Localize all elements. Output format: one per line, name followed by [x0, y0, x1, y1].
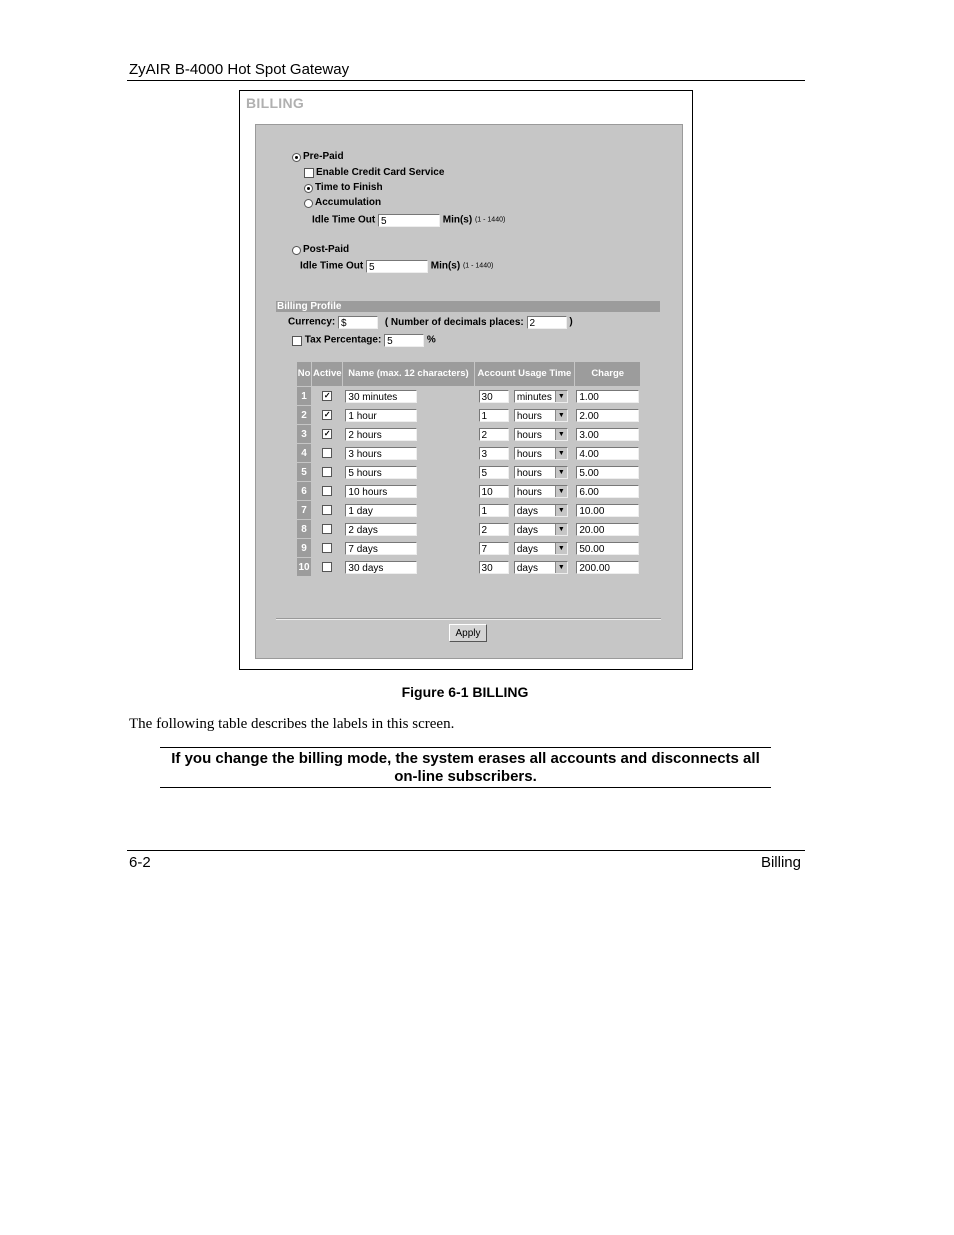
unit-select[interactable] [514, 504, 568, 517]
row-unit-cell [513, 482, 575, 501]
prepaid-idle-range: (1 - 1440) [474, 216, 506, 224]
row-unit-cell [513, 520, 575, 539]
row-spacer [447, 558, 474, 577]
name-input[interactable]: 2 hours [345, 428, 417, 441]
row-unit-cell [513, 558, 575, 577]
prepaid-idle-input[interactable]: 5 [378, 214, 440, 227]
charge-input[interactable]: 10.00 [576, 504, 639, 517]
footer-page-number: 6-2 [129, 854, 151, 871]
postpaid-idle-unit: Min(s) [430, 260, 461, 272]
row-spacer [447, 425, 474, 444]
charge-input[interactable]: 1.00 [576, 390, 639, 403]
row-spacer [447, 406, 474, 425]
accumulation-label: Accumulation [315, 197, 382, 208]
charge-input[interactable]: 6.00 [576, 485, 639, 498]
time-to-finish-option[interactable] [304, 182, 383, 195]
row-charge-cell [575, 558, 641, 577]
time-to-finish-label: Time to Finish [315, 182, 383, 193]
row-active-cell [312, 444, 343, 463]
table-body [297, 387, 641, 577]
col-name: Name (max. 12 characters) [343, 362, 474, 387]
note-bottom-rule [160, 787, 771, 788]
row-spacer [447, 520, 474, 539]
chevron-down-icon[interactable]: ▼ [555, 562, 567, 573]
accumulation-radio[interactable] [304, 199, 313, 208]
charge-input[interactable]: 3.00 [576, 428, 639, 441]
row-name-cell [343, 501, 447, 520]
time-input[interactable]: 10 [479, 485, 509, 498]
row-number: 5 [297, 463, 312, 482]
tax-checkbox[interactable] [292, 336, 302, 346]
prepaid-idle-unit: Min(s) [442, 214, 473, 226]
name-input[interactable]: 30 minutes [345, 390, 417, 403]
table-row [297, 520, 641, 539]
postpaid-radio[interactable] [292, 246, 301, 255]
unit-select[interactable] [514, 523, 568, 536]
body-text: The following table describes the labels in this screen. [129, 716, 455, 732]
time-input[interactable]: 1 [479, 409, 509, 422]
row-time-cell [474, 387, 513, 406]
row-charge-cell [575, 406, 641, 425]
active-checkbox[interactable] [322, 448, 332, 458]
active-checkbox[interactable] [322, 524, 332, 534]
footer-section: Billing [760, 854, 801, 871]
credit-card-checkbox[interactable] [304, 168, 314, 178]
unit-select[interactable] [514, 409, 568, 422]
table-row [297, 406, 641, 425]
charge-input[interactable]: 2.00 [576, 409, 639, 422]
unit-value: days [516, 562, 538, 574]
chevron-down-icon[interactable]: ▼ [555, 505, 567, 516]
row-name-cell [343, 482, 447, 501]
row-time-cell [474, 539, 513, 558]
row-charge-cell [575, 444, 641, 463]
name-input[interactable]: 1 hour [345, 409, 417, 422]
name-input[interactable]: 10 hours [345, 485, 417, 498]
prepaid-idle-label: Idle Time Out [312, 214, 376, 226]
charge-input[interactable]: 20.00 [576, 523, 639, 536]
chevron-down-icon[interactable]: ▼ [555, 543, 567, 554]
chevron-down-icon[interactable]: ▼ [555, 467, 567, 478]
note-top-rule [160, 747, 771, 748]
table-row [297, 463, 641, 482]
row-number: 6 [297, 482, 312, 501]
name-input[interactable]: 1 day [345, 504, 417, 517]
row-time-cell [474, 501, 513, 520]
row-spacer [447, 463, 474, 482]
row-time-cell [474, 482, 513, 501]
row-name-cell [343, 539, 447, 558]
postpaid-idle-range: (1 - 1440) [462, 262, 494, 270]
unit-value: hours [516, 467, 542, 479]
row-active-cell [312, 558, 343, 577]
row-active-cell [312, 406, 343, 425]
row-unit-cell [513, 501, 575, 520]
billing-screenshot [239, 90, 693, 670]
row-unit-cell [513, 539, 575, 558]
col-no: No [297, 362, 312, 387]
name-input[interactable]: 2 days [345, 523, 417, 536]
row-number: 8 [297, 520, 312, 539]
time-input[interactable]: 2 [479, 428, 509, 441]
row-spacer [447, 482, 474, 501]
active-checkbox[interactable] [322, 486, 332, 496]
row-unit-cell [513, 406, 575, 425]
row-spacer [447, 444, 474, 463]
postpaid-label: Post-Paid [303, 244, 350, 255]
unit-select[interactable] [514, 466, 568, 479]
chevron-down-icon[interactable]: ▼ [555, 429, 567, 440]
table-row [297, 501, 641, 520]
apply-divider [276, 618, 661, 620]
row-spacer [447, 539, 474, 558]
row-name-cell [343, 425, 447, 444]
row-active-cell [312, 463, 343, 482]
table-header-row [297, 362, 641, 387]
table-row [297, 539, 641, 558]
name-input[interactable]: 7 days [345, 542, 417, 555]
table-row [297, 444, 641, 463]
unit-value: days [516, 524, 538, 536]
unit-value: hours [516, 486, 542, 498]
row-number: 1 [297, 387, 312, 406]
tax-row [292, 334, 436, 347]
table-row [297, 558, 641, 577]
name-input[interactable]: 30 days [345, 561, 417, 574]
unit-select[interactable] [514, 542, 568, 555]
row-time-cell [474, 463, 513, 482]
active-checkbox[interactable] [322, 543, 332, 553]
charge-input[interactable]: 5.00 [576, 466, 639, 479]
row-name-cell [343, 387, 447, 406]
row-number: 3 [297, 425, 312, 444]
col-active: Active [312, 362, 343, 387]
unit-value: days [516, 543, 538, 555]
currency-input[interactable]: $ [338, 316, 378, 329]
active-checkbox[interactable]: ✓ [323, 409, 331, 419]
unit-value: minutes [516, 391, 552, 403]
chevron-down-icon[interactable]: ▼ [555, 410, 567, 421]
apply-button[interactable]: Apply [449, 624, 487, 642]
row-active-cell [312, 425, 343, 444]
table-row [297, 482, 641, 501]
name-input[interactable]: 3 hours [345, 447, 417, 460]
unit-select[interactable] [514, 428, 568, 441]
row-charge-cell [575, 387, 641, 406]
accumulation-option[interactable] [304, 197, 381, 210]
row-active-cell [312, 387, 343, 406]
chevron-down-icon[interactable]: ▼ [555, 448, 567, 459]
row-charge-cell [575, 520, 641, 539]
row-unit-cell [513, 444, 575, 463]
time-input[interactable]: 3 [479, 447, 509, 460]
row-number: 2 [297, 406, 312, 425]
prepaid-radio[interactable] [292, 153, 301, 162]
postpaid-idle-input[interactable]: 5 [366, 260, 428, 273]
row-active-cell [312, 539, 343, 558]
row-unit-cell [513, 387, 575, 406]
time-input[interactable]: 2 [479, 523, 509, 536]
row-name-cell [343, 520, 447, 539]
billing-profile-header: Billing Profile [276, 301, 660, 312]
row-charge-cell [575, 482, 641, 501]
row-charge-cell [575, 463, 641, 482]
active-checkbox[interactable] [322, 562, 332, 572]
billing-profile-table [296, 361, 641, 577]
prepaid-option[interactable] [292, 151, 344, 164]
time-to-finish-radio[interactable] [304, 184, 313, 193]
figure-caption: Figure 6-1 BILLING [401, 684, 529, 700]
currency-row [288, 316, 573, 329]
header-rule [127, 80, 805, 81]
row-time-cell [474, 520, 513, 539]
table-row [297, 425, 641, 444]
time-input[interactable]: 30 [479, 390, 509, 403]
col-charge: Charge [575, 362, 641, 387]
row-number: 9 [297, 539, 312, 558]
chevron-down-icon[interactable]: ▼ [555, 524, 567, 535]
row-name-cell [343, 463, 447, 482]
row-name-cell [343, 406, 447, 425]
name-input[interactable]: 5 hours [345, 466, 417, 479]
unit-select[interactable] [514, 390, 568, 403]
table-row [297, 387, 641, 406]
footer-rule [127, 850, 805, 851]
row-unit-cell [513, 425, 575, 444]
row-active-cell [312, 482, 343, 501]
unit-value: hours [516, 410, 542, 422]
postpaid-option[interactable] [292, 244, 349, 257]
screen-title: BILLING [246, 95, 305, 111]
active-checkbox[interactable] [322, 505, 332, 515]
row-name-cell [343, 558, 447, 577]
billing-panel [255, 124, 683, 659]
time-input[interactable]: 30 [479, 561, 509, 574]
time-input[interactable]: 7 [479, 542, 509, 555]
note-text: If you change the billing mode, the system erases all accounts and disconnects all on-line subscribers. [171, 750, 760, 785]
unit-value: hours [516, 429, 542, 441]
chevron-down-icon[interactable]: ▼ [555, 391, 567, 402]
row-spacer [447, 387, 474, 406]
postpaid-idle-label: Idle Time Out [300, 260, 364, 272]
postpaid-idle-row [300, 260, 493, 273]
row-number: 4 [297, 444, 312, 463]
tax-label: Tax Percentage: [304, 334, 382, 346]
prepaid-idle-row [312, 214, 505, 227]
unit-value: days [516, 505, 538, 517]
decimals-close: ) [569, 316, 573, 328]
row-charge-cell [575, 539, 641, 558]
row-active-cell [312, 520, 343, 539]
unit-select[interactable] [514, 447, 568, 460]
page-header: ZyAIR B-4000 Hot Spot Gateway [129, 61, 350, 78]
active-checkbox[interactable]: ✓ [323, 428, 331, 438]
row-number: 7 [297, 501, 312, 520]
tax-unit: % [426, 334, 436, 346]
row-name-cell [343, 444, 447, 463]
unit-select[interactable] [514, 561, 568, 574]
credit-card-label: Enable Credit Card Service [316, 167, 445, 178]
credit-card-option[interactable] [304, 167, 444, 180]
chevron-down-icon[interactable]: ▼ [555, 486, 567, 497]
row-time-cell [474, 444, 513, 463]
unit-select[interactable] [514, 485, 568, 498]
row-active-cell [312, 501, 343, 520]
row-charge-cell [575, 425, 641, 444]
prepaid-label: Pre-Paid [303, 151, 344, 162]
row-spacer [447, 501, 474, 520]
decimals-input[interactable]: 2 [527, 316, 567, 329]
currency-label: Currency: [288, 316, 336, 328]
row-charge-cell [575, 501, 641, 520]
charge-input[interactable]: 50.00 [576, 542, 639, 555]
time-input[interactable]: 5 [479, 466, 509, 479]
time-input[interactable]: 1 [479, 504, 509, 517]
charge-input[interactable]: 4.00 [576, 447, 639, 460]
unit-value: hours [516, 448, 542, 460]
row-unit-cell [513, 463, 575, 482]
row-time-cell [474, 406, 513, 425]
decimals-label: ( Number of decimals places: [384, 316, 524, 328]
row-time-cell [474, 425, 513, 444]
active-checkbox[interactable]: ✓ [323, 390, 331, 400]
active-checkbox[interactable] [322, 467, 332, 477]
tax-input[interactable]: 5 [384, 334, 424, 347]
charge-input[interactable]: 200.00 [576, 561, 639, 574]
row-time-cell [474, 558, 513, 577]
row-number: 10 [297, 558, 312, 577]
col-usage: Account Usage Time [474, 362, 575, 387]
